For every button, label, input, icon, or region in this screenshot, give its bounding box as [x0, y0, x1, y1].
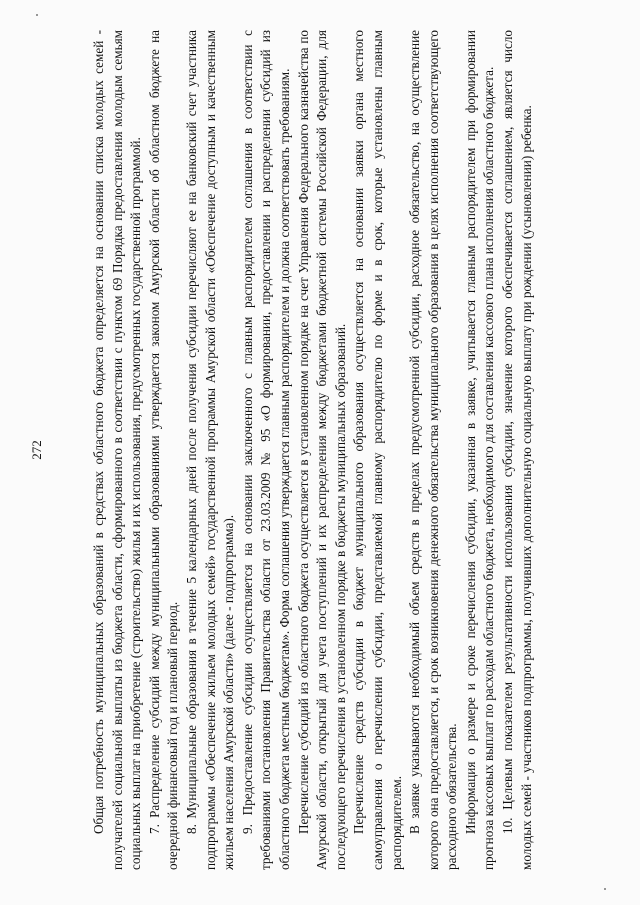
scan-speck [604, 888, 606, 890]
paragraph-application-contents: В заявке указываются необходимый объем средств в пределах предусмотренной субсидии, расходное обязательство, на осуществление которого она предоставляется, и срок возникновения денежного обязательства муниципального образования в целях исполнения соответствующего расходного обязательства. [407, 30, 460, 870]
paragraph-9-agreement: 9. Предоставление субсидии осуществляется на основании заключенного с главным распорядителем соглашения в соответствии с требованиями постановления Правительства области от 23.03.2009 № 95 «О формировании, предоставлении и распределении субсидий из областного бюджета местным бюджетам». Форма соглашения утверждается главным распорядителем и должна соответствовать требованиям. [239, 30, 292, 870]
paragraph-10-indicator: 10. Целевым показателем результативности использования субсидии, значение которого обеспечивается соглашением, является число молодых семей - участников подпрограммы, получивших дополнительную социальную выплату при рождении (усыновлении) ребенка. [500, 30, 534, 870]
paragraph-7-distribution: 7. Распределение субсидий между муниципальными образованиями утверждается законом Амурской области об областном бюджете на очередной финансовый год и плановый период. [146, 30, 181, 870]
body-text [90, 30, 536, 870]
paragraph-application: Перечисление средств субсидии в бюджет муниципального образования осуществляется на основании заявки органа местного самоуправления о перечислении субсидии, представляемой главному распорядителю по форме и в срок, которые установлены главным распорядителем. [351, 30, 404, 870]
rotated-content [29, 30, 560, 870]
scan-speck [36, 14, 38, 16]
paragraph-8-transfer: 8. Муниципальные образования в течение 5 календарных дней после получения субсидии перечисляют ее на банковский счет участника подпрограммы «Обеспечение жильем молодых семей» государственной программы Амурской области «Обеспечение доступным и качественным жильем населения Амурской области» (далее - подпрограмма). [183, 30, 237, 870]
paragraph-treasury-transfer: Перечисление субсидий из областного бюджета осуществляется в установленном порядке на счет Управления Федерального казначейства по Амурской области, открытый для учета поступлений и их распределения между бюджетами бюджетной системы Российской Федерации, для последующего перечисления в установленном порядке в бюджеты муниципальных образований. [295, 30, 348, 870]
paragraph-cash-forecast: Информация о размере и сроке перечисления субсидии, указанная в заявке, учитывается главным распорядителем при формировании прогноза кассовых выплат по расходам областного бюджета, необходимого для составления кассового плана исполнения областного бюджета. [462, 30, 497, 870]
paragraph-requirement: Общая потребность муниципальных образований в средствах областного бюджета определяется на основании списка молодых семей - получателей социальной выплаты из бюджета области, сформированного в соответствии с пунктом 69 Порядка предоставления молодым семьям социальных выплат на приобретение (строительство) жилья и их использования, предусмотренных государственной программой. [91, 30, 144, 870]
page-number: 272 [29, 440, 44, 460]
